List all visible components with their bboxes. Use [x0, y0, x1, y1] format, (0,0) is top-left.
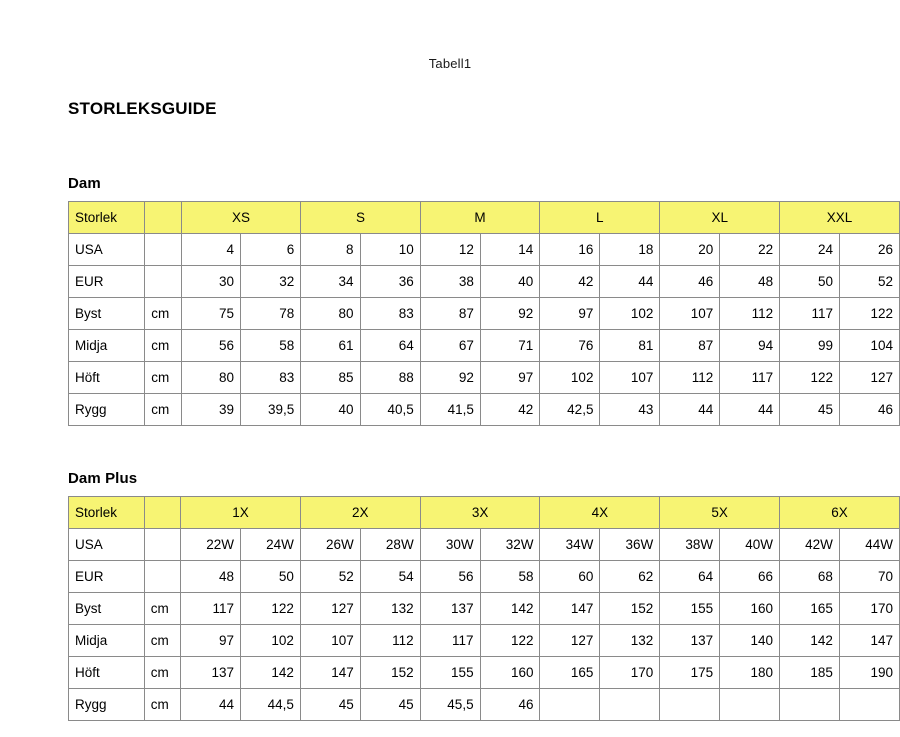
cell-value: 107 — [300, 625, 360, 657]
cell-value: 104 — [840, 330, 900, 362]
row-label: Midja — [69, 625, 145, 657]
cell-value: 137 — [420, 593, 480, 625]
cell-value: 127 — [300, 593, 360, 625]
cell-value: 34 — [301, 266, 360, 298]
cell-value: 142 — [480, 593, 540, 625]
cell-value: 34W — [540, 529, 600, 561]
cell-value: 45,5 — [420, 689, 480, 721]
cell-value: 44 — [181, 689, 241, 721]
cell-value: 76 — [540, 330, 600, 362]
header-storlek-label: Storlek — [69, 202, 145, 234]
table-row — [69, 529, 900, 561]
cell-value: 42,5 — [540, 394, 600, 426]
cell-value: 46 — [480, 689, 540, 721]
cell-value: 94 — [720, 330, 780, 362]
cell-value: 78 — [241, 298, 301, 330]
cell-value: 61 — [301, 330, 360, 362]
cell-value: 132 — [360, 593, 420, 625]
cell-value: 97 — [540, 298, 600, 330]
section-dam-plus — [68, 470, 900, 721]
cell-value: 92 — [420, 362, 480, 394]
cell-value: 32 — [241, 266, 301, 298]
row-label: Midja — [69, 330, 145, 362]
header-group-m: M — [420, 202, 540, 234]
cell-value: 60 — [540, 561, 600, 593]
cell-value: 44,5 — [241, 689, 301, 721]
cell-value: 122 — [780, 362, 840, 394]
section-dam — [68, 175, 900, 426]
table-row — [69, 330, 900, 362]
cell-value: 58 — [480, 561, 540, 593]
cell-value: 87 — [660, 330, 720, 362]
table-row — [69, 234, 900, 266]
cell-value: 24W — [241, 529, 301, 561]
row-unit — [144, 561, 180, 593]
table-row — [69, 593, 900, 625]
cell-value: 12 — [420, 234, 480, 266]
cell-value: 102 — [241, 625, 301, 657]
row-unit: cm — [145, 330, 182, 362]
row-label: EUR — [69, 266, 145, 298]
cell-value: 36W — [600, 529, 660, 561]
header-storlek-label: Storlek — [69, 497, 145, 529]
cell-value: 132 — [600, 625, 660, 657]
cell-value: 40W — [720, 529, 780, 561]
cell-value: 40,5 — [360, 394, 420, 426]
cell-value: 30 — [181, 266, 240, 298]
row-label: USA — [69, 529, 145, 561]
table-row — [69, 657, 900, 689]
cell-value: 80 — [301, 298, 360, 330]
cell-value: 99 — [780, 330, 840, 362]
cell-value: 140 — [720, 625, 780, 657]
header-group-6x: 6X — [780, 497, 900, 529]
cell-value: 107 — [600, 362, 660, 394]
cell-value: 147 — [300, 657, 360, 689]
header-group-s: S — [301, 202, 421, 234]
cell-value: 18 — [600, 234, 660, 266]
row-label: Byst — [69, 593, 145, 625]
cell-value: 185 — [780, 657, 840, 689]
cell-value: 50 — [780, 266, 840, 298]
sheet-tab-title: Tabell1 — [428, 56, 472, 71]
cell-value: 155 — [420, 657, 480, 689]
row-label: Höft — [69, 362, 145, 394]
row-unit — [145, 234, 182, 266]
cell-value: 44 — [600, 266, 660, 298]
header-group-l: L — [540, 202, 660, 234]
cell-value: 80 — [181, 362, 240, 394]
cell-value: 22W — [181, 529, 241, 561]
cell-value: 14 — [480, 234, 539, 266]
row-unit: cm — [144, 625, 180, 657]
cell-value: 52 — [300, 561, 360, 593]
cell-value: 36 — [360, 266, 420, 298]
header-group-xxl: XXL — [780, 202, 900, 234]
cell-value: 127 — [540, 625, 600, 657]
cell-value: 68 — [780, 561, 840, 593]
cell-value: 137 — [181, 657, 241, 689]
cell-value: 155 — [660, 593, 720, 625]
row-label: Byst — [69, 298, 145, 330]
cell-value: 170 — [839, 593, 899, 625]
header-group-xl: XL — [660, 202, 780, 234]
cell-value: 97 — [181, 625, 241, 657]
cell-value: 50 — [241, 561, 301, 593]
cell-value: 112 — [360, 625, 420, 657]
cell-value: 44 — [720, 394, 780, 426]
table-row — [69, 394, 900, 426]
cell-value — [839, 689, 899, 721]
cell-value: 175 — [660, 657, 720, 689]
cell-value: 48 — [720, 266, 780, 298]
cell-value: 4 — [181, 234, 240, 266]
section-heading-dam-plus: Dam Plus — [68, 470, 138, 487]
row-unit: cm — [145, 394, 182, 426]
cell-value: 92 — [480, 298, 539, 330]
cell-value: 41,5 — [420, 394, 480, 426]
page-title: STORLEKSGUIDE — [68, 99, 217, 118]
cell-value: 54 — [360, 561, 420, 593]
cell-value: 66 — [720, 561, 780, 593]
table-row — [69, 362, 900, 394]
cell-value: 112 — [720, 298, 780, 330]
row-label: Höft — [69, 657, 145, 689]
cell-value: 38W — [660, 529, 720, 561]
row-label: Rygg — [69, 394, 145, 426]
table-header-row — [69, 497, 900, 529]
cell-value: 40 — [480, 266, 539, 298]
cell-value: 81 — [600, 330, 660, 362]
cell-value: 52 — [840, 266, 900, 298]
cell-value: 147 — [839, 625, 899, 657]
cell-value: 122 — [840, 298, 900, 330]
cell-value: 147 — [540, 593, 600, 625]
cell-value: 20 — [660, 234, 720, 266]
section-heading-dam: Dam — [68, 175, 101, 192]
cell-value: 58 — [241, 330, 301, 362]
header-group-3x: 3X — [420, 497, 540, 529]
header-group-xs: XS — [181, 202, 301, 234]
cell-value: 190 — [839, 657, 899, 689]
row-label: EUR — [69, 561, 145, 593]
cell-value: 42 — [480, 394, 539, 426]
cell-value: 85 — [301, 362, 360, 394]
cell-value: 152 — [600, 593, 660, 625]
cell-value: 170 — [600, 657, 660, 689]
cell-value: 165 — [780, 593, 840, 625]
row-unit: cm — [144, 689, 180, 721]
table-body-dam — [69, 202, 900, 426]
cell-value: 122 — [480, 625, 540, 657]
row-label: Rygg — [69, 689, 145, 721]
size-table-dam — [68, 201, 900, 426]
cell-value: 88 — [360, 362, 420, 394]
header-group-4x: 4X — [540, 497, 660, 529]
cell-value: 64 — [360, 330, 420, 362]
cell-value: 62 — [600, 561, 660, 593]
cell-value: 165 — [540, 657, 600, 689]
cell-value: 10 — [360, 234, 420, 266]
size-table-dam-plus — [68, 496, 900, 721]
cell-value: 87 — [420, 298, 480, 330]
row-unit — [144, 529, 180, 561]
cell-value: 160 — [720, 593, 780, 625]
table-row — [69, 298, 900, 330]
cell-value: 75 — [181, 298, 240, 330]
cell-value: 142 — [780, 625, 840, 657]
table-row — [69, 561, 900, 593]
cell-value: 48 — [181, 561, 241, 593]
cell-value: 83 — [241, 362, 301, 394]
cell-value: 152 — [360, 657, 420, 689]
cell-value: 38 — [420, 266, 480, 298]
cell-value — [600, 689, 660, 721]
row-unit: cm — [145, 298, 182, 330]
cell-value: 117 — [780, 298, 840, 330]
cell-value: 107 — [660, 298, 720, 330]
cell-value: 8 — [301, 234, 360, 266]
cell-value: 39,5 — [241, 394, 301, 426]
cell-value: 83 — [360, 298, 420, 330]
cell-value: 46 — [660, 266, 720, 298]
cell-value: 26W — [300, 529, 360, 561]
cell-value: 71 — [480, 330, 539, 362]
cell-value: 102 — [600, 298, 660, 330]
table-body-dam-plus — [69, 497, 900, 721]
header-group-1x: 1X — [181, 497, 301, 529]
cell-value: 44W — [839, 529, 899, 561]
cell-value: 67 — [420, 330, 480, 362]
cell-value: 45 — [360, 689, 420, 721]
cell-value: 180 — [720, 657, 780, 689]
cell-value: 56 — [420, 561, 480, 593]
table-row — [69, 266, 900, 298]
cell-value: 117 — [181, 593, 241, 625]
cell-value: 112 — [660, 362, 720, 394]
cell-value: 102 — [540, 362, 600, 394]
header-unit-cell — [144, 497, 180, 529]
cell-value: 117 — [720, 362, 780, 394]
cell-value: 40 — [301, 394, 360, 426]
cell-value — [720, 689, 780, 721]
cell-value: 42W — [780, 529, 840, 561]
cell-value: 32W — [480, 529, 540, 561]
cell-value — [540, 689, 600, 721]
cell-value: 127 — [840, 362, 900, 394]
cell-value: 28W — [360, 529, 420, 561]
row-label: USA — [69, 234, 145, 266]
cell-value: 97 — [480, 362, 539, 394]
cell-value: 64 — [660, 561, 720, 593]
cell-value: 117 — [420, 625, 480, 657]
cell-value: 137 — [660, 625, 720, 657]
row-unit: cm — [145, 362, 182, 394]
cell-value: 30W — [420, 529, 480, 561]
cell-value: 46 — [840, 394, 900, 426]
table-row — [69, 625, 900, 657]
header-group-5x: 5X — [660, 497, 780, 529]
header-unit-cell — [145, 202, 182, 234]
table-row — [69, 689, 900, 721]
cell-value: 122 — [241, 593, 301, 625]
cell-value: 22 — [720, 234, 780, 266]
row-unit — [145, 266, 182, 298]
cell-value: 16 — [540, 234, 600, 266]
cell-value: 56 — [181, 330, 240, 362]
header-group-2x: 2X — [300, 497, 420, 529]
cell-value: 44 — [660, 394, 720, 426]
cell-value: 45 — [300, 689, 360, 721]
row-unit: cm — [144, 657, 180, 689]
cell-value: 39 — [181, 394, 240, 426]
cell-value: 26 — [840, 234, 900, 266]
cell-value: 70 — [839, 561, 899, 593]
cell-value: 6 — [241, 234, 301, 266]
cell-value: 43 — [600, 394, 660, 426]
cell-value: 45 — [780, 394, 840, 426]
cell-value: 24 — [780, 234, 840, 266]
cell-value: 142 — [241, 657, 301, 689]
row-unit: cm — [144, 593, 180, 625]
cell-value — [660, 689, 720, 721]
cell-value: 42 — [540, 266, 600, 298]
cell-value: 160 — [480, 657, 540, 689]
table-header-row — [69, 202, 900, 234]
cell-value — [780, 689, 840, 721]
